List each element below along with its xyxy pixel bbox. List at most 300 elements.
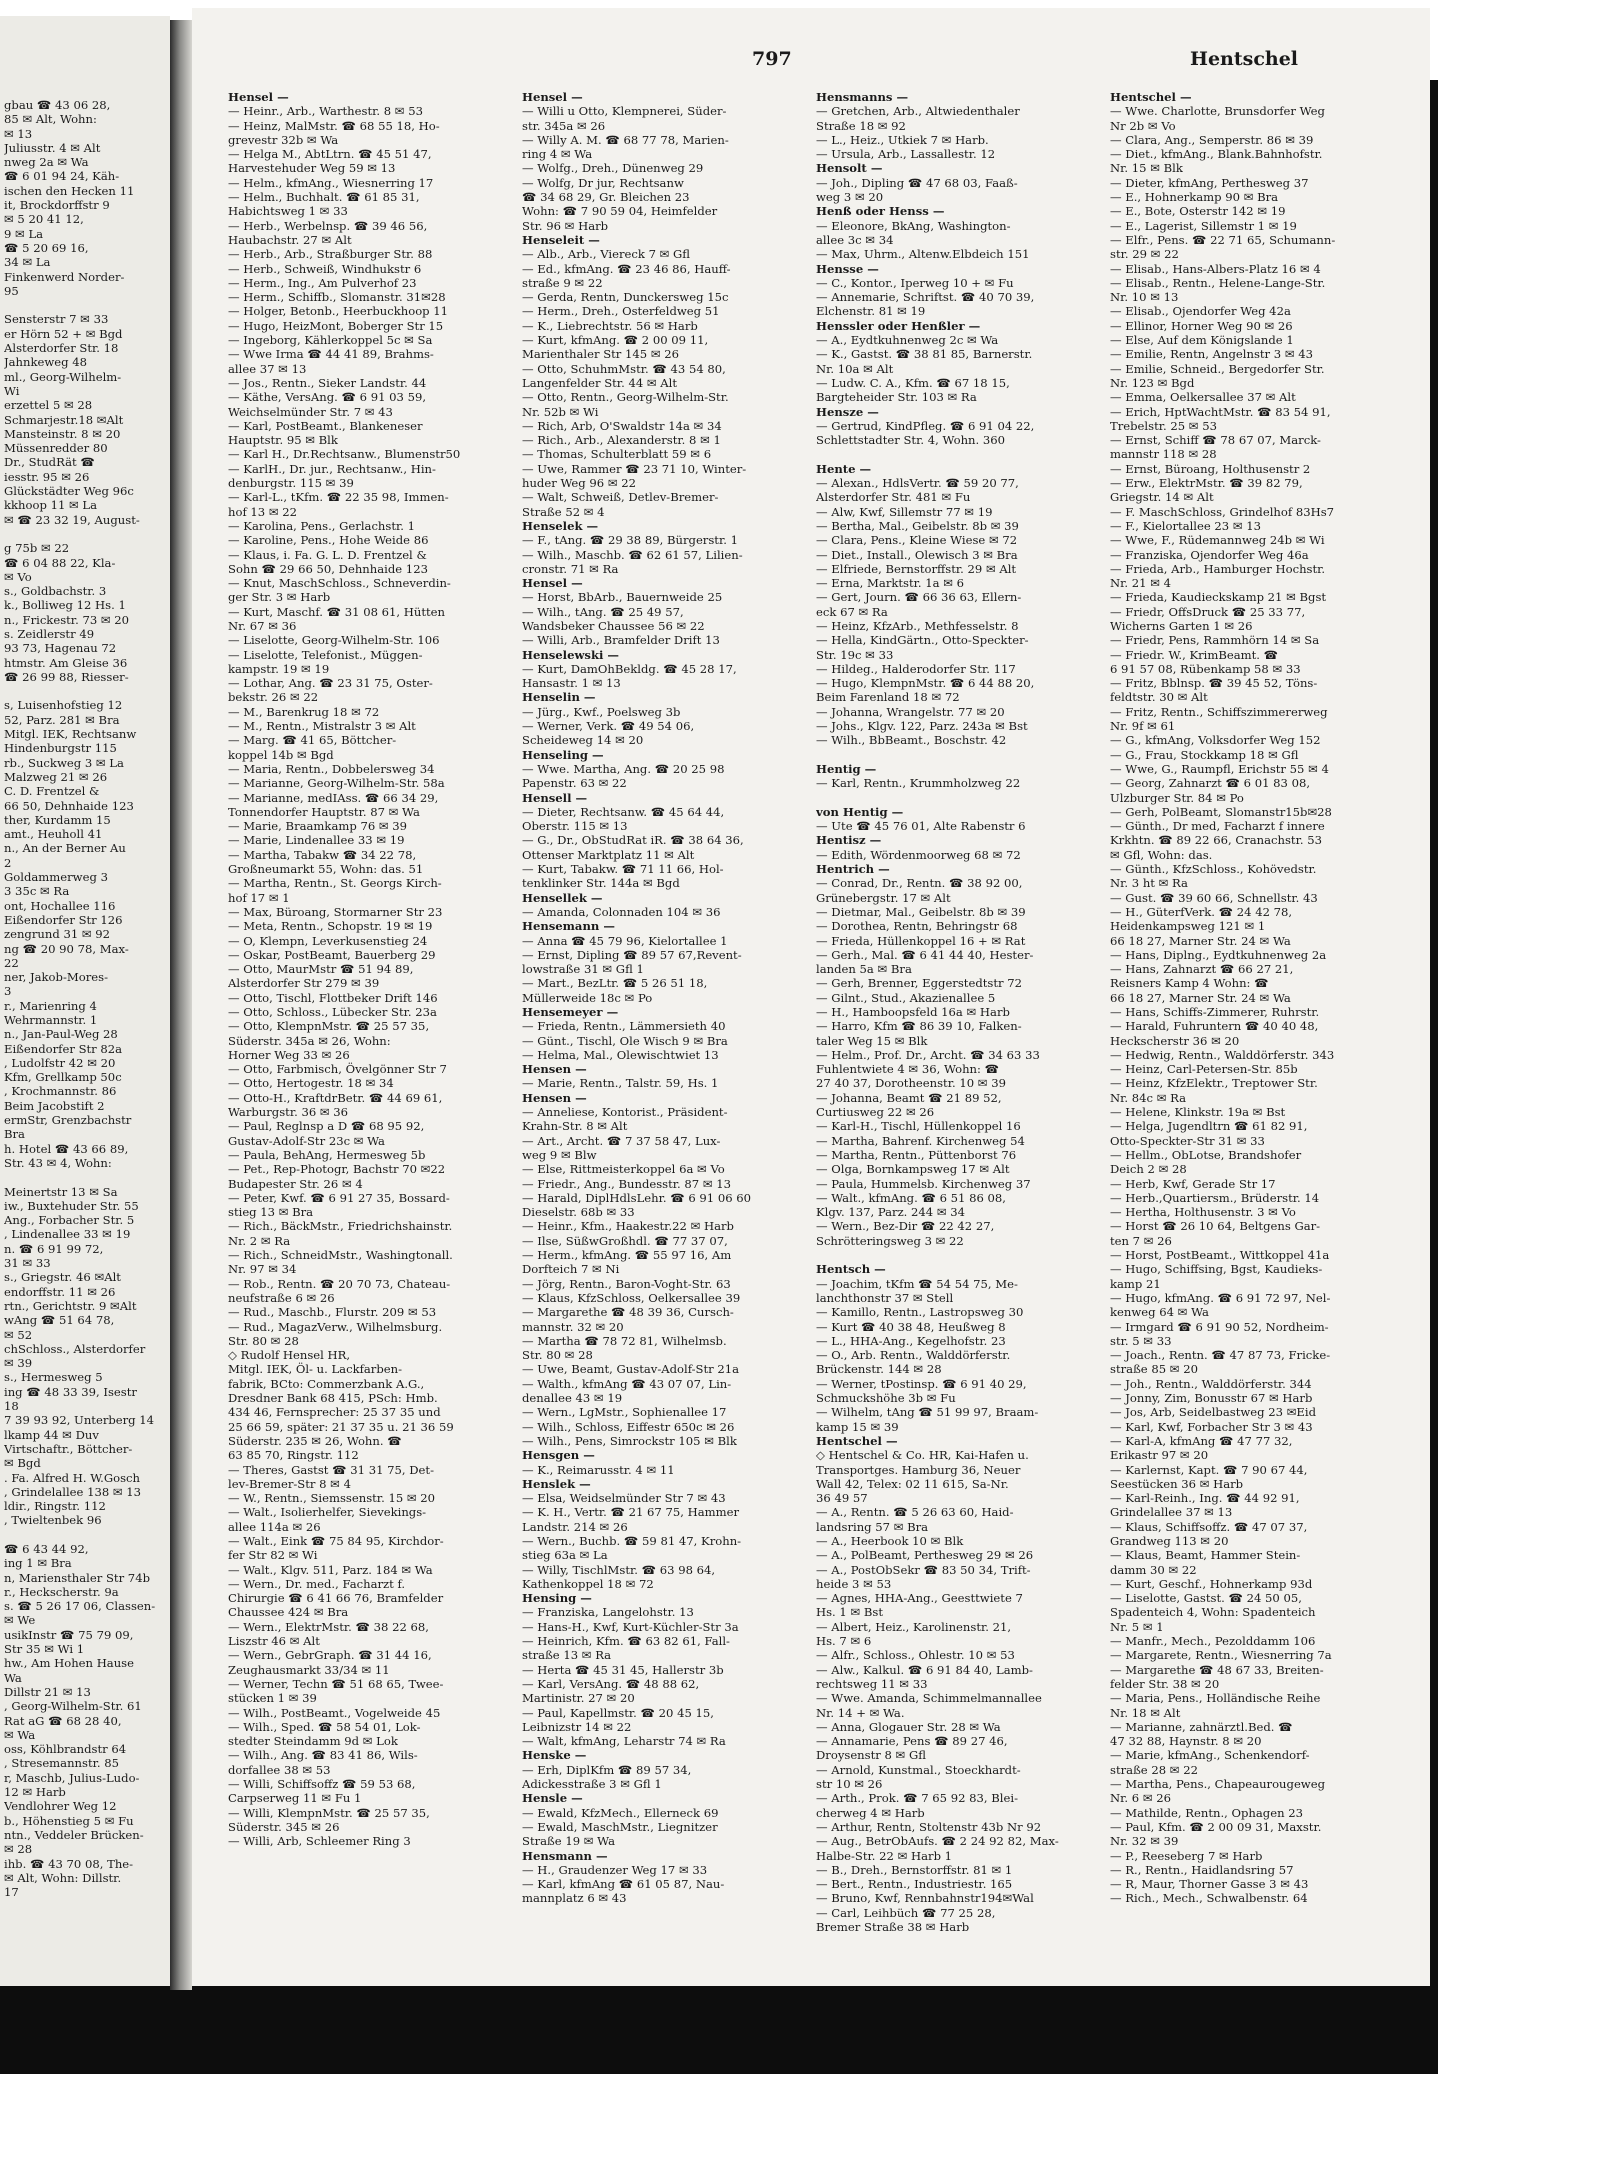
directory-entry-line: — Martha, Pens., Chapeaurougeweg — [1110, 1777, 1326, 1792]
directory-entry-line: Henseling — — [522, 747, 604, 762]
directory-entry-line: — Jos., Rentn., Sieker Landstr. 44 — [228, 375, 427, 390]
directory-entry-line: — Rich., Mech., Schwalbenstr. 64 — [1110, 1891, 1308, 1906]
left-page-line: rb., Suckweg 3 ✉ La — [4, 755, 124, 770]
directory-entry-line: — Ewald, MaschMstr., Liegnitzer — [522, 1819, 718, 1834]
directory-entry-line: ☎ 34 68 29, Gr. Bleichen 23 — [522, 190, 690, 205]
directory-entry-line — [816, 791, 1096, 805]
directory-entry-line: — Marianne, medIAss. ☎ 66 34 29, — [228, 790, 439, 805]
directory-entry-line: — Wern., Dr. med., Facharzt f. — [228, 1576, 406, 1591]
directory-entry-line: — Aug., BetrObAufs. ☎ 2 24 92 82, Max- — [816, 1834, 1059, 1849]
directory-entry-line: — Eleonore, BkAng, Washington- — [816, 218, 1011, 233]
directory-entry-line: — Herb., Schweiß, Windhukstr 6 — [228, 261, 422, 276]
directory-entry-line: Nr. 14 + ✉ Wa. — [816, 1705, 905, 1720]
directory-entry-line: — Walt., Klgv. 511, Parz. 184 ✉ Wa — [228, 1562, 433, 1577]
directory-column-2 — [522, 90, 802, 1906]
left-page-line: Beim Jacobstift 2 — [4, 1098, 105, 1113]
left-page-line: gbau ☎ 43 06 28, — [4, 98, 111, 112]
directory-entry-line: — Kurt, Geschf., Hohnerkamp 93d — [1110, 1576, 1313, 1591]
left-page-line: g 75b ✉ 22 — [4, 541, 70, 556]
left-page-line: Vendlohrer Weg 12 — [4, 1799, 117, 1814]
left-page-line: s., Hermesweg 5 — [4, 1370, 103, 1385]
directory-column-1 — [228, 90, 508, 1849]
directory-entry-line: cronstr. 71 ✉ Ra — [522, 561, 619, 576]
directory-entry-line: — Rich., SchneidMstr., Washingtonall. — [228, 1248, 453, 1263]
directory-entry-line: Mitgl. IEK, Öl- u. Lackfarben- — [228, 1362, 403, 1377]
directory-entry-line: — Hugo, HeizMont, Boberger Str 15 — [228, 318, 444, 333]
directory-entry-line: — Walt, Schweiß, Detlev-Bremer- — [522, 490, 719, 505]
directory-entry-line: — Elisab., Ojendorfer Weg 42a — [1110, 304, 1291, 319]
directory-entry-line: — Marie, Rentn., Talstr. 59, Hs. 1 — [522, 1076, 719, 1091]
directory-entry-line: — Liselotte, Telefonist., Müggen- — [228, 647, 423, 662]
directory-entry-line: Droysenstr 8 ✉ Gfl — [816, 1748, 926, 1763]
directory-entry-line: Nr. 6 ✉ 26 — [1110, 1791, 1171, 1806]
directory-entry-line: — Rud., Maschb., Flurstr. 209 ✉ 53 — [228, 1305, 437, 1320]
directory-entry-line: — Klaus, i. Fa. G. L. D. Frentzel & — [228, 547, 427, 562]
directory-entry-line: — H., Graudenzer Weg 17 ✉ 33 — [522, 1862, 708, 1877]
directory-entry-line: — Kamillo, Rentn., Lastropsweg 30 — [816, 1305, 1024, 1320]
directory-entry-line: — Martha ☎ 78 72 81, Wilhelmsb. — [522, 1333, 727, 1348]
directory-entry-line: Wandsbeker Chaussee 56 ✉ 22 — [522, 618, 705, 633]
directory-entry-line: — Margarethe ☎ 48 67 33, Breiten- — [1110, 1662, 1324, 1677]
directory-entry-line: — Karl H., Dr.Rechtsanw., Blumenstr50 — [228, 447, 461, 462]
left-page-line: Dr., StudRät ☎ — [4, 455, 95, 470]
directory-entry-line: — Elfriede, Bernstorffstr. 29 ✉ Alt — [816, 561, 1017, 576]
directory-entry-line: 66 18 27, Marner Str. 24 ✉ Wa — [1110, 990, 1291, 1005]
directory-entry-line: — Wilh., BbBeamt., Boschstr. 42 — [816, 733, 1007, 748]
left-page-line: nweg 2a ✉ Wa — [4, 155, 89, 170]
directory-entry-line: — Rich., Arb., Alexanderstr. 8 ✉ 1 — [522, 433, 721, 448]
directory-entry-line: — Wilh., Ang. ☎ 83 41 86, Wils- — [228, 1748, 418, 1763]
directory-entry-line: — Lothar, Ang. ☎ 23 31 75, Oster- — [228, 676, 433, 691]
left-page-line: Wehrmannstr. 1 — [4, 1013, 98, 1027]
directory-entry-line: Ottenser Marktplatz 11 ✉ Alt — [522, 847, 695, 862]
directory-entry-line: — Rich., BäckMstr., Friedrichshainstr. — [228, 1219, 453, 1234]
directory-entry-line: — Otto, Tischl, Flottbeker Drift 146 — [228, 990, 438, 1005]
directory-entry-line: Nr. 10a ✉ Alt — [816, 361, 894, 376]
directory-entry-line: Reisners Kamp 4 Wohn: ☎ — [1110, 976, 1269, 991]
directory-entry-line: — Harald, Fuhruntern ☎ 40 40 48, — [1110, 1019, 1319, 1034]
directory-entry-line: — Kurt, Tabakw. ☎ 71 11 66, Hol- — [522, 862, 724, 877]
directory-entry-line: — Herta ☎ 45 31 45, Hallerstr 3b — [522, 1662, 724, 1677]
left-page-line: Mansteinstr. 8 ✉ 20 — [4, 426, 121, 441]
directory-entry-line: — Ernst, Dipling ☎ 89 57 67,Revent- — [522, 947, 742, 962]
directory-entry-line: 25 66 59, später: 21 37 35 u. 21 36 59 — [228, 1419, 454, 1434]
directory-entry-line: Habichtsweg 1 ✉ 33 — [228, 204, 348, 219]
directory-entry-line: — Dietmar, Mal., Geibelstr. 8b ✉ 39 — [816, 904, 1026, 919]
directory-entry-line: Leibnizstr 14 ✉ 22 — [522, 1719, 632, 1734]
directory-entry-line: — Marie, Lindenallee 33 ✉ 19 — [228, 833, 405, 848]
left-page-line: it, Brockdorffstr 9 — [4, 198, 110, 213]
directory-entry-line: — Herb, Kwf, Gerade Str 17 — [1110, 1176, 1276, 1191]
directory-entry-line: Adickesstraße 3 ✉ Gfl 1 — [522, 1777, 662, 1792]
directory-entry-line: Nr. 84c ✉ Ra — [1110, 1090, 1187, 1105]
directory-entry-line: kampstr. 19 ✉ 19 — [228, 661, 330, 676]
directory-entry-line: — Heinz, MalMstr. ☎ 68 55 18, Ho- — [228, 118, 440, 133]
left-page-line — [4, 298, 170, 312]
directory-entry-line: Landstr. 214 ✉ 26 — [522, 1519, 628, 1534]
left-page-line: n., An der Berner Au — [4, 841, 126, 856]
directory-entry-line: — Friedr, OffsDruck ☎ 25 33 77, — [1110, 604, 1306, 619]
directory-entry-line: — Knut, MaschSchloss., Schneverdin- — [228, 576, 451, 591]
left-page-line: n., Frickestr. 73 ✉ 20 — [4, 612, 130, 627]
directory-entry-line: weg 9 ✉ Blw — [522, 1147, 597, 1162]
directory-entry-line: — Wilh., Sped. ☎ 58 54 01, Lok- — [228, 1719, 421, 1734]
directory-entry-line: — Gert, Journ. ☎ 66 36 63, Ellern- — [816, 590, 1022, 605]
left-page-line — [4, 1170, 170, 1184]
directory-entry-line: — Otto, Rentn., Georg-Wilhelm-Str. — [522, 390, 729, 405]
directory-entry-line: — Gilnt., Stud., Akazienallee 5 — [816, 990, 996, 1005]
directory-entry-line: 434 46, Fernsprecher: 25 37 35 und — [228, 1405, 441, 1420]
directory-entry-line: Hensle — — [522, 1791, 583, 1806]
directory-entry-line: Papenstr. 63 ✉ 22 — [522, 776, 627, 791]
directory-entry-line: — Peter, Kwf. ☎ 6 91 27 35, Bossard- — [228, 1190, 450, 1205]
directory-entry-line: Henslek — — [522, 1476, 591, 1491]
directory-entry-line: felder Str. 38 ✉ 20 — [1110, 1676, 1220, 1691]
directory-entry-line: — Wilh., Schloss, Eiffestr 650c ✉ 26 — [522, 1419, 735, 1434]
directory-entry-line: — Herb., Werbelnsp. ☎ 39 46 56, — [228, 218, 428, 233]
directory-entry-line: — Otto, KlempnMstr. ☎ 25 57 35, — [228, 1019, 430, 1034]
left-page-line: endorffstr. 11 ✉ 26 — [4, 1284, 116, 1299]
left-page-line: ☎ 6 04 88 22, Kla- — [4, 555, 116, 570]
directory-entry-line: — R., Rentn., Haidlandsring 57 — [1110, 1862, 1294, 1877]
directory-entry-line: — Ludw. C. A., Kfm. ☎ 67 18 15, — [816, 375, 1010, 390]
left-page-line: s. ☎ 5 26 17 06, Classen- — [4, 1599, 156, 1614]
left-page-line: n. ☎ 6 91 99 72, — [4, 1241, 104, 1256]
directory-entry-line: — Alb., Arb., Viereck 7 ✉ Gfl — [522, 247, 691, 262]
directory-entry-line: — Alw., Kalkul. ☎ 6 91 84 40, Lamb- — [816, 1662, 1033, 1677]
left-page-line: iesstr. 95 ✉ 26 — [4, 469, 90, 484]
directory-entry-line: Weichselmünder Str. 7 ✉ 43 — [228, 404, 393, 419]
directory-entry-line: — Paul, Kfm. ☎ 2 00 09 31, Maxstr. — [1110, 1819, 1322, 1834]
directory-entry-line: Grandweg 113 ✉ 20 — [1110, 1533, 1229, 1548]
directory-entry-line: — Willi, KlempnMstr. ☎ 25 57 35, — [228, 1805, 430, 1820]
directory-entry-line: Nr. 123 ✉ Bgd — [1110, 375, 1195, 390]
directory-entry-line: Budapester Str. 26 ✉ 4 — [228, 1176, 363, 1191]
directory-entry-line: — Rich, Arb, O'Swaldstr 14a ✉ 34 — [522, 418, 722, 433]
directory-entry-line: — Annamarie, Pens ☎ 89 27 46, — [816, 1734, 1008, 1749]
directory-entry-line: — Carl, Leihbüch ☎ 77 25 28, — [816, 1905, 996, 1920]
left-page-line: er Hörn 52 + ✉ Bgd — [4, 326, 123, 341]
directory-entry-line: Süderstr. 345a ✉ 26, Wohn: — [228, 1033, 391, 1048]
directory-entry-line: — Johs., Klgv. 122, Parz. 243a ✉ Bst — [816, 719, 1028, 734]
directory-entry-line: — E., Lagerist, Sillemstr 1 ✉ 19 — [1110, 218, 1297, 233]
left-page-line: Ang., Forbacher Str. 5 — [4, 1213, 135, 1228]
directory-entry-line: — Elsa, Weidselmünder Str 7 ✉ 43 — [522, 1491, 726, 1506]
directory-entry-line: Henssler oder Henßler — — [816, 318, 981, 333]
directory-entry-line: hof 13 ✉ 22 — [228, 504, 298, 519]
directory-entry-line: Oberstr. 115 ✉ 13 — [522, 819, 628, 834]
directory-entry-line: Klgv. 137, Parz. 244 ✉ 34 — [816, 1205, 966, 1220]
directory-entry-line: — Hertha, Holthusenstr. 3 ✉ Vo — [1110, 1205, 1296, 1220]
directory-entry-line: Hente — — [816, 461, 872, 476]
directory-entry-line: Hentisz — — [816, 833, 882, 848]
directory-entry-line: — Marg. ☎ 41 65, Böttcher- — [228, 733, 397, 748]
directory-entry-line: Deich 2 ✉ 28 — [1110, 1162, 1187, 1177]
directory-entry-line: — Frieda, Arb., Hamburger Hochstr. — [1110, 561, 1326, 576]
left-page-line: 3 35c ✉ Ra — [4, 884, 70, 899]
directory-entry-line: denburgstr. 115 ✉ 39 — [228, 476, 354, 491]
directory-entry-line: — Hans-H., Kwf, Kurt-Küchler-Str 3a — [522, 1619, 739, 1634]
directory-entry-line: — F., tAng. ☎ 29 38 89, Bürgerstr. 1 — [522, 533, 738, 548]
directory-entry-line: — Otto-H., KraftdrBetr. ☎ 44 69 61, — [228, 1090, 443, 1105]
directory-entry-line: — Erw., ElektrMstr. ☎ 39 82 79, — [1110, 476, 1303, 491]
directory-entry-line: — Bert., Rentn., Industriestr. 165 — [816, 1877, 1013, 1892]
directory-entry-line: — Wwe. Martha, Ang. ☎ 20 25 98 — [522, 761, 725, 776]
directory-entry-line: — Martha, Bahrenf. Kirchenweg 54 — [816, 1133, 1025, 1148]
directory-entry-line: — Bruno, Kwf, Rennbahnstr194✉Wal — [816, 1891, 1034, 1906]
left-page-line: n, Mariensthaler Str 74b — [4, 1570, 150, 1585]
left-page-fragment — [0, 16, 170, 1986]
directory-entry-line: allee 114a ✉ 26 — [228, 1519, 321, 1534]
left-page-line: kkhoop 11 ✉ La — [4, 498, 98, 513]
left-page-line: ischen den Hecken 11 — [4, 183, 135, 198]
directory-entry-line: — Jörg, Rentn., Baron-Voght-Str. 63 — [522, 1276, 731, 1291]
directory-entry-line: ger Str. 3 ✉ Harb — [228, 590, 331, 605]
directory-entry-line: — M., Barenkrug 18 ✉ 72 — [228, 704, 380, 719]
directory-entry-line: — Uwe, Rammer ☎ 23 71 10, Winter- — [522, 461, 747, 476]
directory-entry-line: 66 18 27, Marner Str. 24 ✉ Wa — [1110, 933, 1291, 948]
directory-entry-line: Str. 80 ✉ 28 — [228, 1333, 299, 1348]
left-page-line: Goldammerweg 3 — [4, 870, 108, 885]
directory-entry-line: — Franziska, Langelohstr. 13 — [522, 1605, 694, 1620]
directory-entry-line: — Karl-H., Tischl, Hüllenkoppel 16 — [816, 1119, 1021, 1134]
left-page-line: 66 50, Dehnhaide 123 — [4, 798, 134, 813]
left-page-line: ☎ 26 99 88, Riesser- — [4, 669, 129, 684]
directory-entry-line: mannstr 118 ✉ 28 — [1110, 447, 1217, 462]
left-page-line: usikInstr ☎ 75 79 09, — [4, 1627, 134, 1642]
directory-entry-line: — Otto, Farbmisch, Övelgönner Str 7 — [228, 1062, 447, 1077]
directory-entry-line: Hauptstr. 95 ✉ Blk — [228, 433, 338, 448]
directory-entry-line: — A., Eydtkuhnenweg 2c ✉ Wa — [816, 333, 999, 348]
left-page-line: Finkenwerd Norder- — [4, 269, 125, 284]
directory-entry-line: — Karl, Kwf, Forbacher Str 3 ✉ 43 — [1110, 1419, 1313, 1434]
directory-entry-line: — Max, Uhrm., Altenw.Elbdeich 151 — [816, 247, 1030, 262]
directory-entry-line: Heckscherstr 36 ✉ 20 — [1110, 1033, 1240, 1048]
directory-entry-line: kamp 15 ✉ 39 — [816, 1419, 899, 1434]
directory-entry-line: — Wolfg, Dr jur, Rechtsanw — [522, 175, 684, 190]
directory-entry-line: ◇ Hentschel & Co. HR, Kai-Hafen u. — [816, 1448, 1029, 1463]
directory-entry-line: — Willi, Arb., Bramfelder Drift 13 — [522, 633, 720, 648]
directory-entry-line: Nr. 3 ht ✉ Ra — [1110, 876, 1188, 891]
directory-entry-line — [816, 1248, 1096, 1262]
directory-entry-line: Martinistr. 27 ✉ 20 — [522, 1691, 635, 1706]
directory-entry-line: — Helga M., AbtLtrn. ☎ 45 51 47, — [228, 147, 432, 162]
directory-entry-line: — Liselotte, Gastst. ☎ 24 50 05, — [1110, 1591, 1302, 1606]
directory-entry-line: Süderstr. 235 ✉ 26, Wohn. ☎ — [228, 1433, 402, 1448]
directory-entry-line: — Günth., KfzSchloss., Kohövedstr. — [1110, 862, 1317, 877]
directory-entry-line: — Hildeg., Halderodorfer Str. 117 — [816, 661, 1016, 676]
directory-entry-line: fabrik, BCto: Commerzbank A.G., — [228, 1376, 425, 1391]
directory-entry-line: — G., Dr., ObStudRat iR. ☎ 38 64 36, — [522, 833, 744, 848]
directory-entry-line: — B., Dreh., Bernstorffstr. 81 ✉ 1 — [816, 1862, 1013, 1877]
directory-entry-line: — Karl-L., tKfm. ☎ 22 35 98, Immen- — [228, 490, 449, 505]
directory-entry-line: — Walth., kfmAng ☎ 43 07 07, Lin- — [522, 1376, 732, 1391]
directory-entry-line: Hensemeyer — — [522, 1005, 619, 1019]
left-page-line: erzettel 5 ✉ 28 — [4, 398, 93, 413]
book-gutter — [170, 20, 192, 1990]
directory-entry-line: — Gust. ☎ 39 60 66, Schnellstr. 43 — [1110, 890, 1318, 905]
directory-entry-line: Str. 80 ✉ 28 — [522, 1348, 593, 1363]
directory-entry-line: — Ernst, Schiff ☎ 78 67 07, Marck- — [1110, 433, 1321, 448]
left-page-line: ✉ 28 — [4, 1842, 33, 1857]
left-page-line: Glückstädter Weg 96c — [4, 484, 134, 499]
directory-entry-line: — Ed., kfmAng. ☎ 23 46 86, Hauff- — [522, 261, 731, 276]
directory-entry-line: Hentsch — — [816, 1262, 886, 1277]
directory-entry-line: Straße 52 ✉ 4 — [522, 504, 605, 519]
directory-column-4 — [1110, 90, 1390, 1906]
directory-entry-line: — Harro, Kfm ☎ 86 39 10, Falken- — [816, 1019, 1022, 1034]
left-page-line: Alsterdorfer Str. 18 — [4, 341, 119, 356]
directory-entry-line: — Wern., ElektrMstr. ☎ 38 22 68, — [228, 1619, 429, 1634]
directory-entry-line: Erikastr 97 ✉ 20 — [1110, 1448, 1209, 1463]
directory-entry-line: heide 3 ✉ 53 — [816, 1576, 892, 1591]
directory-entry-line: stücken 1 ✉ 39 — [228, 1691, 317, 1706]
directory-entry-line: — Joh., Dipling ☎ 47 68 03, Faaß- — [816, 175, 1018, 190]
directory-entry-line: — Uwe, Beamt, Gustav-Adolf-Str 21a — [522, 1362, 740, 1377]
directory-entry-line: — Kurt ☎ 40 38 48, Heußweg 8 — [816, 1319, 1006, 1334]
directory-entry-line: — Helga, Jugendltrn ☎ 61 82 91, — [1110, 1119, 1308, 1134]
directory-entry-line: bekstr. 26 ✉ 22 — [228, 690, 319, 705]
left-page-line: Dillstr 21 ✉ 13 — [4, 1684, 91, 1699]
left-page-line: Sensterstr 7 ✉ 33 — [4, 312, 109, 327]
directory-entry-line: — E., Bote, Osterstr 142 ✉ 19 — [1110, 204, 1286, 219]
directory-entry-line: Hentschel — — [816, 1433, 898, 1448]
directory-entry-line: Beim Farenland 18 ✉ 72 — [816, 690, 960, 705]
left-page-line: Jahnkeweg 48 — [4, 355, 88, 370]
left-page-line: ing ☎ 48 33 39, Isestr — [4, 1384, 137, 1399]
directory-entry-line: Horner Weg 33 ✉ 26 — [228, 1047, 350, 1062]
directory-entry-line: — Wern., Bez-Dir ☎ 22 42 27, — [816, 1219, 995, 1234]
directory-entry-line: — Hugo, kfmAng. ☎ 6 91 72 97, Nel- — [1110, 1290, 1331, 1305]
left-page-line: . Fa. Alfred H. W.Gosch — [4, 1470, 140, 1485]
left-page-line: ☎ 6 01 94 24, Käh- — [4, 169, 120, 184]
directory-entry-line: — Anneliese, Kontorist., Präsident- — [522, 1105, 728, 1120]
directory-entry-line: — Elisab., Rentn., Helene-Lange-Str. — [1110, 275, 1326, 290]
directory-entry-line: lev-Bremer-Str 8 ✉ 4 — [228, 1476, 351, 1491]
directory-entry-line: — Diet., kfmAng., Blank.Bahnhofstr. — [1110, 147, 1323, 162]
left-page-line: 85 ✉ Alt, Wohn: — [4, 112, 97, 127]
directory-entry-line: — Maria, Pens., Holländische Reihe — [1110, 1691, 1321, 1706]
directory-entry-line: — R, Maur, Thorner Gasse 3 ✉ 43 — [1110, 1877, 1309, 1892]
directory-entry-line: — Margarethe ☎ 48 39 36, Cursch- — [522, 1305, 734, 1320]
directory-entry-line: — Manfr., Mech., Pezolddamm 106 — [1110, 1634, 1316, 1649]
directory-entry-line: — Hans, Schiffs-Zimmerer, Ruhrstr. — [1110, 1005, 1320, 1019]
directory-entry-line: hof 17 ✉ 1 — [228, 890, 290, 905]
directory-entry-line: Hensel — — [522, 90, 583, 104]
directory-entry-line: — Karl-Reinh., Ing. ☎ 44 92 91, — [1110, 1491, 1300, 1506]
directory-entry-line: Halbe-Str. 22 ✉ Harb 1 — [816, 1848, 953, 1863]
directory-entry-line: — Alexan., HdlsVertr. ☎ 59 20 77, — [816, 476, 1019, 491]
directory-entry-line: — Meta, Rentn., Schopstr. 19 ✉ 19 — [228, 919, 433, 934]
directory-entry-line: Hansastr. 1 ✉ 13 — [522, 676, 621, 691]
directory-entry-line: Henselek — — [522, 518, 599, 533]
directory-entry-line: Nr. 21 ✉ 4 — [1110, 576, 1171, 591]
directory-entry-line: Hensemann — — [522, 919, 615, 934]
directory-entry-line: Grindelallee 37 ✉ 13 — [1110, 1505, 1233, 1520]
left-page-line: Str. 43 ✉ 4, Wohn: — [4, 1155, 112, 1170]
directory-entry-line: — Ernst, Büroang, Holthusenstr 2 — [1110, 461, 1311, 476]
left-page-line: b., Höhenstieg 5 ✉ Fu — [4, 1813, 134, 1828]
left-page-line: 3 — [4, 984, 12, 999]
left-page-line: ml., Georg-Wilhelm- — [4, 369, 122, 384]
directory-entry-line: — Dieter, kfmAng, Perthesweg 37 — [1110, 175, 1309, 190]
directory-entry-line: straße 85 ✉ 20 — [1110, 1362, 1198, 1377]
directory-entry-line: — Herm., kfmAng. ☎ 55 97 16, Am — [522, 1248, 732, 1263]
directory-entry-line: — G., kfmAng, Volksdorfer Weg 152 — [1110, 733, 1321, 748]
directory-entry-line: — Anna, Glogauer Str. 28 ✉ Wa — [816, 1719, 1001, 1734]
directory-entry-line: Hensse — — [816, 261, 879, 276]
directory-entry-line: — Fritz, Rentn., Schiffszimmererweg — [1110, 704, 1328, 719]
directory-entry-line: Nr. 32 ✉ 39 — [1110, 1834, 1179, 1849]
directory-entry-line: 47 32 88, Haynstr. 8 ✉ 20 — [1110, 1734, 1262, 1749]
directory-entry-line: ten 7 ✉ 26 — [1110, 1233, 1172, 1248]
left-page-line: Hindenburgstr 115 — [4, 741, 117, 756]
directory-entry-line: — Friedr. W., KrimBeamt. ☎ — [1110, 647, 1279, 662]
left-page-line: lkamp 44 ✉ Duv — [4, 1427, 99, 1442]
directory-entry-line: — Karl, VersAng. ☎ 48 88 62, — [522, 1676, 700, 1691]
directory-entry-line: Warburgstr. 36 ✉ 36 — [228, 1105, 349, 1120]
left-page-line: 18 — [4, 1399, 19, 1414]
directory-entry-line: — Hans, Diplng., Eydtkuhnenweg 2a — [1110, 947, 1327, 962]
directory-entry-line: — G., Frau, Stockkamp 18 ✉ Gfl — [1110, 747, 1299, 762]
directory-entry-line: str 10 ✉ 26 — [816, 1777, 883, 1792]
directory-entry-line: — Helma, Mal., Olewischtwiet 13 — [522, 1047, 719, 1062]
directory-entry-line: Nr. 15 ✉ Blk — [1110, 161, 1183, 176]
directory-entry-line: — Herm., Schiffb., Slomanstr. 31✉28 — [228, 290, 446, 305]
directory-entry-line: Nr. 67 ✉ 36 — [228, 618, 297, 633]
directory-entry-line: Hs. 7 ✉ 6 — [816, 1634, 872, 1649]
directory-entry-line: — L., HHA-Ang., Kegelhofstr. 23 — [816, 1333, 1006, 1348]
directory-entry-line: — Helm., Buchhalt. ☎ 61 85 31, — [228, 190, 420, 205]
directory-entry-line: Elchenstr. 81 ✉ 19 — [816, 304, 926, 319]
directory-entry-line: — Maria, Rentn., Dobbelersweg 34 — [228, 761, 435, 776]
directory-entry-line: — K. H., Vertr. ☎ 21 67 75, Hammer — [522, 1505, 740, 1520]
page-header — [192, 48, 1430, 76]
directory-entry-line: — Paul, Reglnsp a D ☎ 68 95 92, — [228, 1119, 425, 1134]
directory-entry-line: Großneumarkt 55, Wohn: das. 51 — [228, 862, 424, 877]
directory-entry-line: stedter Steindamm 9d ✉ Lok — [228, 1734, 398, 1749]
directory-entry-line: taler Weg 15 ✉ Blk — [816, 1033, 928, 1048]
directory-entry-line: grevestr 32b ✉ Wa — [228, 132, 339, 147]
directory-entry-line: — Emilie, Schneid., Bergedorfer Str. — [1110, 361, 1325, 376]
left-page-line: , Lindenallee 33 ✉ 19 — [4, 1227, 131, 1242]
directory-entry-line: Nr. 9f ✉ 61 — [1110, 719, 1176, 734]
directory-entry-line: — Horst ☎ 26 10 64, Beltgens Gar- — [1110, 1219, 1321, 1234]
directory-entry-line: — Wwe, G., Raumpfl, Erichstr 55 ✉ 4 — [1110, 761, 1329, 776]
directory-entry-line: — Friedr, Pens, Rammhörn 14 ✉ Sa — [1110, 633, 1320, 648]
directory-entry-line: — Wilh., Maschb. ☎ 62 61 57, Lilien- — [522, 547, 743, 562]
directory-entry-line: — Jürg., Kwf., Poelsweg 3b — [522, 704, 681, 719]
left-page-line: ther, Kurdamm 15 — [4, 812, 111, 827]
directory-entry-line: Dresdner Bank 68 415, PSch: Hmb. — [228, 1391, 438, 1406]
directory-entry-line: — Gerh, PolBeamt, Slomanstr15b✉28 — [1110, 804, 1332, 819]
directory-entry-line: — Hugo, Schiffsing, Bgst, Kaudieks- — [1110, 1262, 1323, 1277]
left-page-line: hw., Am Hohen Hause — [4, 1656, 134, 1671]
directory-entry-line: Schlettstadter Str. 4, Wohn. 360 — [816, 433, 1006, 448]
directory-entry-line: — Otto, MaurMstr ☎ 51 94 89, — [228, 962, 414, 977]
directory-entry-line: Hensmann — — [522, 1848, 608, 1863]
directory-entry-line: — Arth., Prok. ☎ 7 65 92 83, Blei- — [816, 1791, 1018, 1806]
directory-entry-line: — Karl, PostBeamt., Blankeneser — [228, 418, 423, 433]
directory-entry-line: Straße 19 ✉ Wa — [522, 1834, 616, 1849]
directory-entry-line: Langenfelder Str. 44 ✉ Alt — [522, 375, 678, 390]
left-page-line: rtn., Gerichtstr. 9 ✉Alt — [4, 1298, 137, 1313]
directory-entry-line: — Clara, Ang., Semperstr. 86 ✉ 39 — [1110, 132, 1314, 147]
left-page-column — [4, 98, 170, 1899]
left-page-line: ✉ Bgd — [4, 1456, 41, 1471]
directory-entry-line: — Hedwig, Rentn., Walddörferstr. 343 — [1110, 1047, 1335, 1062]
left-page-line: 9 ✉ La — [4, 226, 44, 241]
